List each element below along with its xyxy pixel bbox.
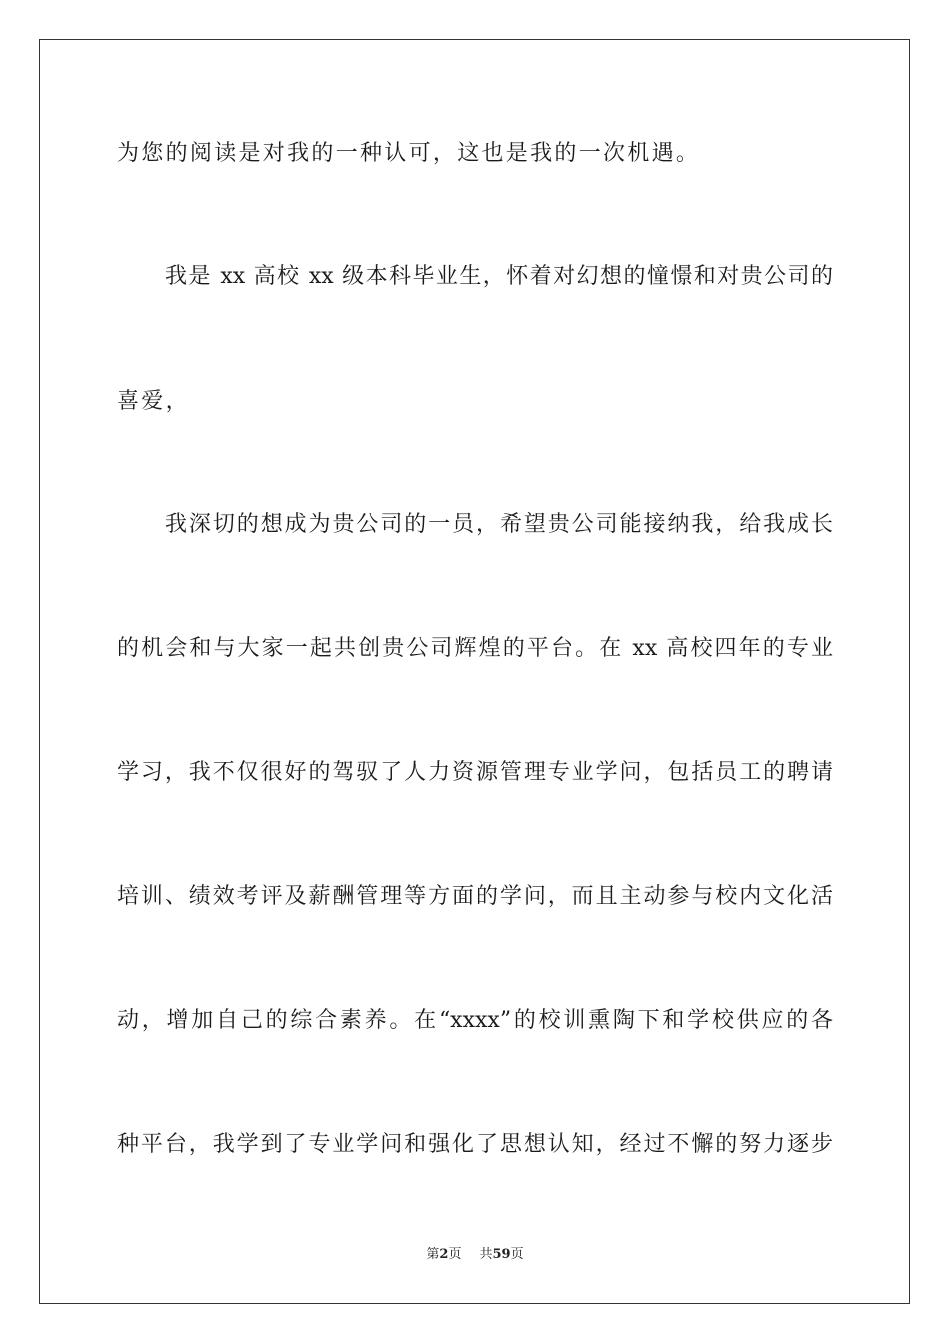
total-prefix: 共	[479, 1247, 493, 1262]
paragraph-line: 种平台，我学到了专业学问和强化了思想认知，经过不懈的努力逐步	[117, 1132, 833, 1157]
page-border	[39, 39, 910, 1304]
total-pages: 59	[492, 1247, 511, 1262]
paragraph-line: 为您的阅读是对我的一种认可，这也是我的一次机遇。	[117, 141, 701, 166]
page-suffix: 页	[448, 1247, 462, 1262]
page-footer	[0, 1246, 950, 1264]
paragraph-line: 动，增加自己的综合素养。在“xxxx”的校训熏陶下和学校供应的各	[117, 1008, 833, 1033]
total-suffix: 页	[510, 1247, 524, 1262]
page-prefix: 第	[426, 1247, 440, 1262]
paragraph-line: 喜爱，	[117, 389, 190, 414]
page-number: 2	[439, 1247, 449, 1262]
paragraph-line: 的机会和与大家一起共创贵公司辉煌的平台。在 xx 高校四年的专业	[117, 636, 833, 661]
paragraph-line: 培训、绩效考评及薪酬管理等方面的学问，而且主动参与校内文化活	[117, 884, 833, 909]
paragraph-line: 我是 xx 高校 xx 级本科毕业生，怀着对幻想的憧憬和对贵公司的	[165, 264, 833, 289]
paragraph-line: 学习，我不仅很好的驾驭了人力资源管理专业学问，包括员工的聘请	[117, 760, 833, 785]
paragraph-line: 我深切的想成为贵公司的一员，希望贵公司能接纳我，给我成长	[165, 512, 833, 537]
